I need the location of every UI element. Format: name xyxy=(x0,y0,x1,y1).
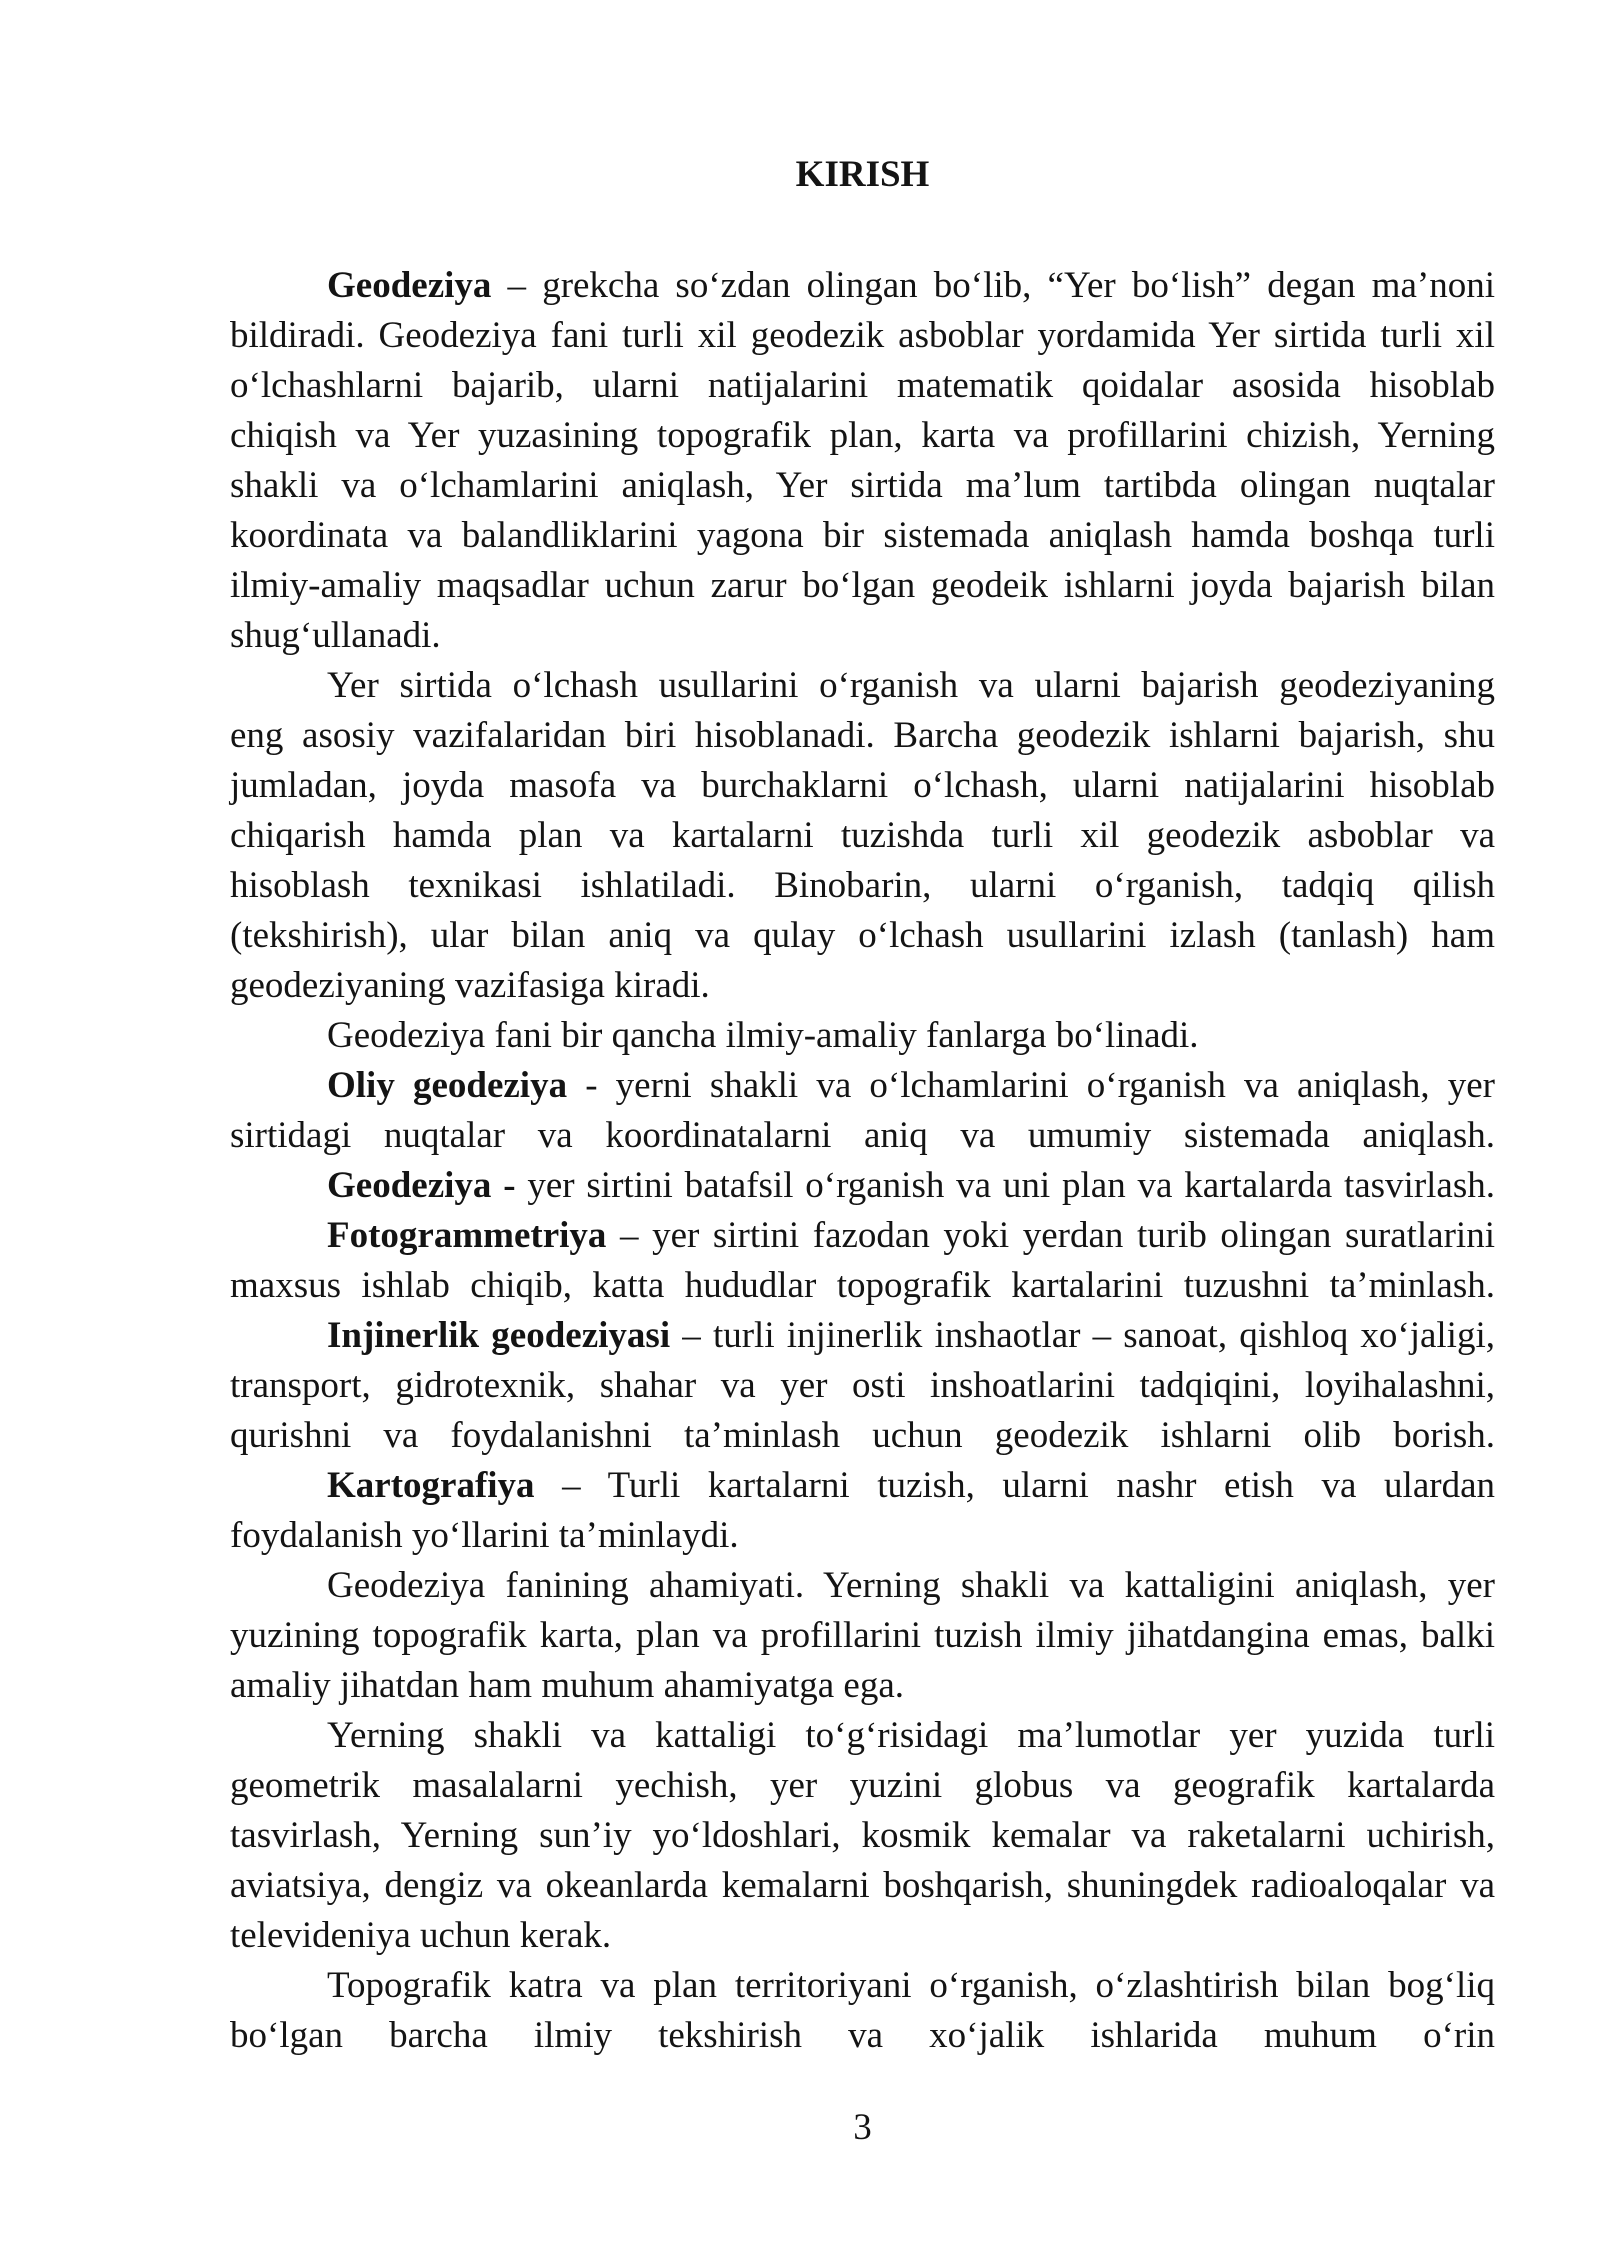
paragraph-fotogrammetriya xyxy=(230,1211,1495,1311)
paragraph-line: chiqish va Yer yuzasining topografik plan, karta va profillarini chizish, Yerning xyxy=(230,415,1495,456)
paragraph-line: bildiradi. Geodeziya fani turli xil geodezik asboblar yordamida Yer sirtida turli xil xyxy=(230,315,1495,356)
paragraph-oliy-geodeziya xyxy=(230,1061,1495,1161)
term-kartografiya: Kartografiya xyxy=(327,1465,535,1506)
paragraph-topographic-maps xyxy=(230,1961,1495,2061)
document-body xyxy=(230,261,1495,2061)
paragraph-line xyxy=(230,1061,1495,1111)
paragraph-line: geometrik masalalarni yechish, yer yuzini globus va geografik kartalarda xyxy=(230,1765,1495,1806)
paragraph-line: yuzining topografik karta, plan va profillarini tuzish ilmiy jihatdangina emas, balki xyxy=(230,1615,1495,1656)
paragraph-line: (tekshirish), ular bilan aniq va qulay o‘lchash usullarini izlash (tanlash) ham xyxy=(230,915,1495,956)
term-oliy-geodeziya: Oliy geodeziya xyxy=(327,1065,568,1106)
paragraph-line: aviatsiya, dengiz va okeanlarda kemalarni boshqarish, shuningdek radioaloqalar va xyxy=(230,1865,1495,1906)
paragraph-line: maxsus ishlab chiqib, katta hududlar topografik kartalarini tuzushni ta’minlash. xyxy=(230,1265,1495,1306)
paragraph-line: koordinata va balandliklarini yagona bir sistemada aniqlash hamda boshqa turli xyxy=(230,515,1495,556)
paragraph-line: geodeziyaning vazifasiga kiradi. xyxy=(230,965,710,1006)
line-text: yer sirtini batafsil o‘rganish va uni plan va kartalarda tasvirlash. xyxy=(515,1165,1495,1206)
paragraph-line: foydalanish yo‘llarini ta’minlaydi. xyxy=(230,1515,739,1556)
paragraph-line: eng asosiy vazifalaridan biri hisoblanadi. Barcha geodezik ishlarni bajarish, shu xyxy=(230,715,1495,756)
paragraph-earth-shape-applications xyxy=(230,1711,1495,1961)
paragraph-line: transport, gidrotexnik, shahar va yer osti inshoatlarini tadqiqini, loyihalashni, xyxy=(230,1365,1495,1406)
term-fotogrammetriya: Fotogrammetriya xyxy=(327,1215,607,1256)
paragraph-line: shakli va o‘lchamlarini aniqlash, Yer sirtida ma’lum tartibda olingan nuqtalar xyxy=(230,465,1495,506)
paragraph-line xyxy=(230,1311,1495,1361)
paragraph-line xyxy=(230,261,1495,311)
paragraph-disciplines-intro xyxy=(230,1011,1495,1061)
paragraph-line: Geodeziya fanining ahamiyati. Yerning shakli va kattaligini aniqlash, yer xyxy=(327,1565,1495,1606)
line-text: – yer sirtini fazodan yoki yerdan turib olingan suratlarini xyxy=(606,1215,1495,1256)
paragraph-line: amaliy jihatdan ham muhum ahamiyatga ega. xyxy=(230,1665,905,1706)
paragraph-line: qurishni va foydalanishni ta’minlash uchun geodezik ishlarni olib borish. xyxy=(230,1415,1495,1456)
paragraph-line: Yer sirtida o‘lchash usullarini o‘rganish va ularni bajarish geodeziyaning xyxy=(327,665,1495,706)
paragraph-line xyxy=(230,1161,1495,1211)
paragraph-line: televideniya uchun kerak. xyxy=(230,1915,612,1956)
paragraph-geodeziya-definition xyxy=(230,261,1495,661)
paragraph-line: Geodeziya fani bir qancha ilmiy-amaliy fanlarga bo‘linadi. xyxy=(327,1015,1199,1056)
paragraph-measurement-methods xyxy=(230,661,1495,1011)
line-text: – turli injinerlik inshaotlar – sanoat, qishloq xo‘jaligi, xyxy=(670,1315,1495,1356)
line-text: – Turli kartalarni tuzish, ularni nashr etish va ulardan xyxy=(534,1465,1495,1506)
term-geodeziya: Geodeziya xyxy=(327,265,492,306)
paragraph-line: o‘lchashlarni bajarib, ularni natijalarini matematik qoidalar asosida hisoblab xyxy=(230,365,1495,406)
paragraph-line: hisoblash texnikasi ishlatiladi. Binobarin, ularni o‘rganish, tadqiq qilish xyxy=(230,865,1495,906)
paragraph-line xyxy=(230,1461,1495,1511)
paragraph-line: Topografik katra va plan territoriyani o‘rganish, o‘zlashtirish bilan bog‘liq xyxy=(327,1965,1495,2006)
paragraph-kartografiya xyxy=(230,1461,1495,1561)
term-geodeziya-discipline: Geodeziya - xyxy=(327,1165,516,1206)
line-text: – grekcha so‘zdan olingan bo‘lib, “Yer bo‘lish” degan ma’noni xyxy=(491,265,1495,306)
paragraph-line: bo‘lgan barcha ilmiy tekshirish va xo‘jalik ishlarida muhum o‘rin xyxy=(230,2015,1495,2056)
paragraph-line: chiqarish hamda plan va kartalarni tuzishda turli xil geodezik asboblar va xyxy=(230,815,1495,856)
paragraph-line: Yerning shakli va kattaligi to‘g‘risidagi ma’lumotlar yer yuzida turli xyxy=(327,1715,1495,1756)
paragraph-geodeziya-discipline xyxy=(230,1161,1495,1211)
paragraph-line xyxy=(230,1211,1495,1261)
term-injinerlik-geodeziyasi: Injinerlik geodeziyasi xyxy=(327,1315,671,1356)
paragraph-injinerlik-geodeziyasi xyxy=(230,1311,1495,1461)
paragraph-line: ilmiy-amaliy maqsadlar uchun zarur bo‘lgan geodeik ishlarni joyda bajarish bilan xyxy=(230,565,1495,606)
paragraph-line: shug‘ullanadi. xyxy=(230,615,441,656)
paragraph-line: jumladan, joyda masofa va burchaklarni o‘lchash, ularni natijalarini hisoblab xyxy=(230,765,1495,806)
paragraph-line: tasvirlash, Yerning sun’iy yo‘ldoshlari, kosmik kemalar va raketalarni uchirish, xyxy=(230,1815,1495,1856)
paragraph-importance xyxy=(230,1561,1495,1711)
page-number: 3 xyxy=(853,2107,872,2148)
paragraph-line: sirtidagi nuqtalar va koordinatalarni aniq va umumiy sistemada aniqlash. xyxy=(230,1115,1495,1156)
line-text: - yerni shakli va o‘lchamlarini o‘rganish va aniqlash, yer xyxy=(567,1065,1495,1106)
page-title: KIRISH xyxy=(795,154,930,195)
